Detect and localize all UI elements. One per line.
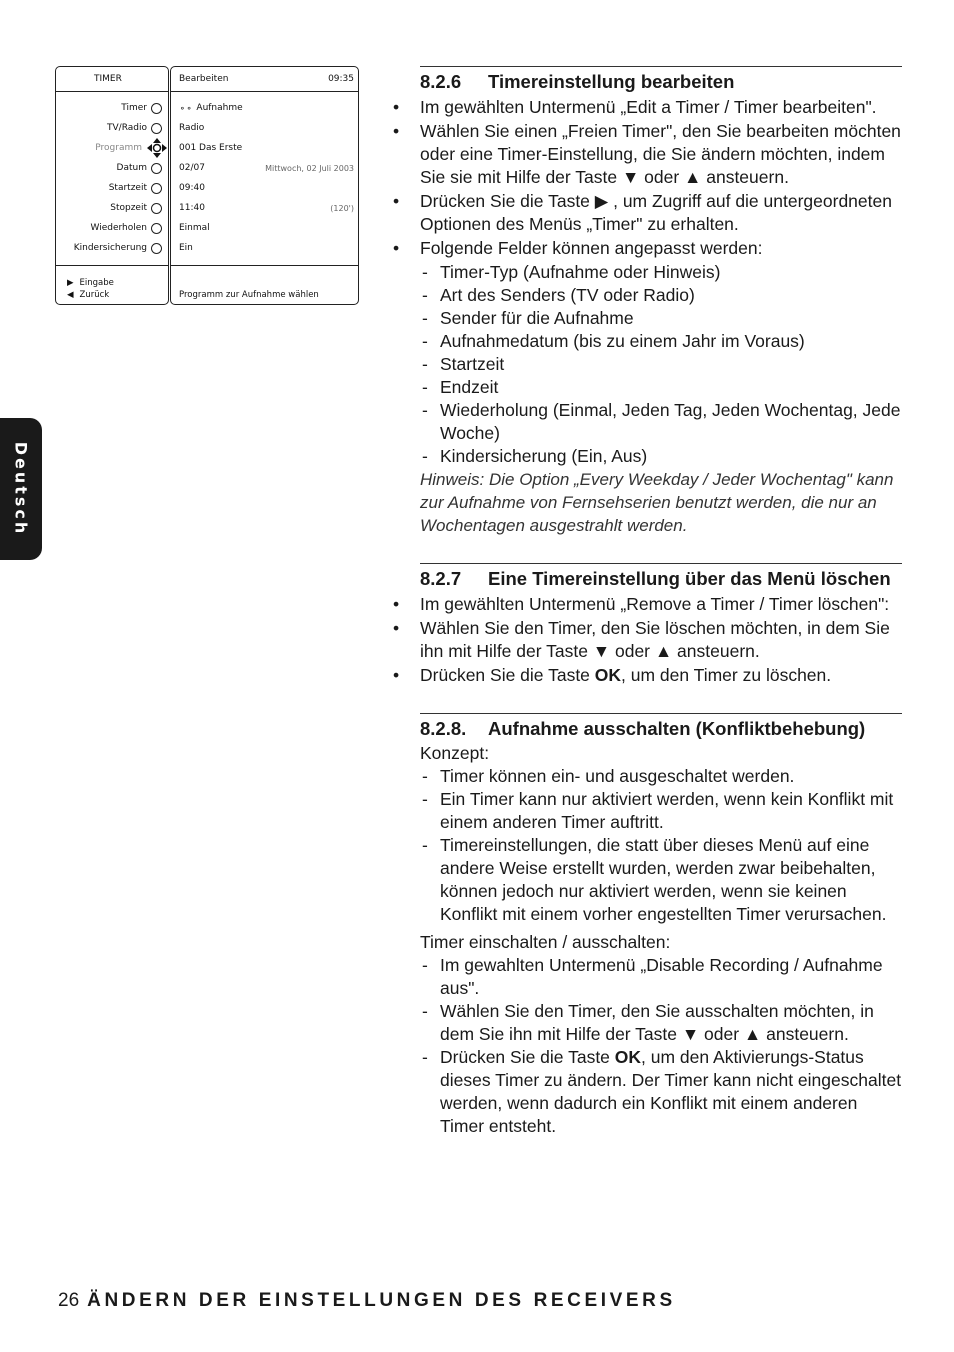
language-tab-label: Deutsch (11, 441, 31, 537)
dash-item: - Ein Timer kann nur aktiviert werden, wenn kein Konflikt mit einem anderen Timer auftritt. (390, 788, 902, 834)
field-value-row (179, 221, 354, 235)
field-value-row (179, 181, 354, 195)
field-value: Aufnahme (196, 103, 243, 113)
section-number: 8.2.8. (420, 718, 467, 739)
field-value-row (179, 121, 354, 135)
field-value: 11:40 (179, 203, 205, 213)
bullet-item: • Im gewählten Untermenü „Edit a Timer / Timer bearbeiten". (390, 96, 902, 119)
radio-circle-icon (151, 223, 162, 234)
arrow-right-icon: ▶ (67, 278, 74, 288)
language-tab (0, 418, 42, 560)
bullet-item: • Folgende Felder können angepasst werden: (390, 237, 902, 260)
field-value-row (179, 101, 354, 115)
menu-left-title: TIMER (94, 74, 122, 84)
field-value-row (179, 161, 354, 175)
field-label-row (117, 161, 162, 175)
dash-item: - Wählen Sie den Timer, den Sie ausschalten möchten, in dem Sie ihn mit Hilfe der Taste ▼ oder ▲ ansteuern. (390, 1000, 902, 1046)
bullet-item: • Drücken Sie die Taste ▶ , um Zugriff auf die untergeordneten Optionen des Menüs „Timer" zu erhalten. (390, 190, 902, 236)
dash-item: - Kindersicherung (Ein, Aus) (390, 445, 902, 468)
dash-item: - Endzeit (390, 376, 902, 399)
section-heading (420, 66, 902, 95)
field-value: Einmal (179, 223, 210, 233)
radio-circle-icon (151, 243, 162, 254)
page-footer (58, 1290, 676, 1312)
section-8-2-6 (390, 66, 902, 537)
field-label: Timer (121, 103, 147, 113)
arrow-left-icon: ◀ (67, 290, 74, 300)
clock-time: 09:35 (328, 74, 354, 84)
text-run: , um den Aktivierungs-Status dieses Timer zu ändern. Der Timer kann nicht eingeschaltet werden, wenn dadurch ein Konflikt mit einem anderen Timer entsteht. (440, 1047, 902, 1136)
section-8-2-7 (390, 563, 902, 687)
field-value: Radio (179, 123, 205, 133)
dash-item: - Timer-Typ (Aufnahme oder Hinweis) (390, 261, 902, 284)
content-column (390, 66, 902, 1138)
section-title: Timereinstellung bearbeiten (488, 71, 735, 92)
section-title: Eine Timereinstellung über das Menü löschen (488, 568, 891, 589)
field-value: 001 Das Erste (179, 143, 243, 153)
radio-circle-icon (151, 183, 162, 194)
radio-circle-icon (151, 203, 162, 214)
dash-item: - Aufnahmedatum (bis zu einem Jahr im Voraus) (390, 330, 902, 353)
text-run: , um den Timer zu löschen. (621, 665, 832, 685)
field-label-row (107, 121, 162, 135)
ok-key-label: OK (614, 1047, 642, 1067)
radio-circle-icon (151, 123, 162, 134)
recording-icon: ⚬⚬ (179, 103, 193, 113)
dash-item: - Timer können ein- und ausgeschaltet werden. (390, 765, 902, 788)
menu-right-footer (171, 265, 358, 304)
menu-left-footer (56, 265, 168, 304)
radio-circle-icon (151, 103, 162, 114)
dash-item: - Im gewahlten Untermenü „Disable Recording / Aufnahme aus". (390, 954, 902, 1000)
chapter-title: ÄNDERN DER EINSTELLUNGEN DES RECEIVERS (87, 1290, 676, 1311)
field-label: Startzeit (108, 183, 147, 193)
field-extra: (120') (330, 203, 354, 213)
field-label-row (74, 241, 162, 255)
field-label: Programm (95, 143, 142, 153)
note-text: Hinweis: Die Option „Every Weekday / Jeder Wochentag" kann zur Aufnahme von Fernsehserien benutzt werden, die nur an Wochentagen ausgestrahlt werden. (420, 470, 894, 535)
field-label: Stopzeit (110, 203, 147, 213)
menu-left-panel (55, 66, 169, 305)
paragraph: Konzept: (420, 743, 490, 763)
timer-menu-screenshot (55, 66, 359, 305)
bullet-item: • Wählen Sie einen „Freien Timer", den Sie bearbeiten möchten oder eine Timer-Einstellung, die Sie ändern möchten, indem Sie sie mit Hilfe der Taste ▼ oder ▲ ansteuern. (390, 120, 902, 189)
section-heading (420, 713, 902, 742)
back-label: Zurück (79, 290, 110, 300)
menu-left-header (56, 67, 168, 92)
menu-right-title: Bearbeiten (179, 74, 229, 84)
field-label: Kindersicherung (73, 243, 147, 253)
field-label-row (91, 221, 162, 235)
dash-item: - Art des Senders (TV oder Radio) (390, 284, 902, 307)
menu-right-header (171, 67, 358, 92)
field-label-row (109, 181, 162, 195)
field-label-row (121, 101, 162, 115)
text-run: Drücken Sie die Taste (440, 1047, 615, 1067)
menu-right-panel (170, 66, 359, 305)
field-value: 02/07 (179, 163, 205, 173)
field-value-row (179, 141, 354, 155)
dash-item: - Sender für die Aufnahme (390, 307, 902, 330)
field-label-row-selected (95, 141, 162, 155)
radio-circle-icon (151, 163, 162, 174)
section-title: Aufnahme ausschalten (Konfliktbehebung) (488, 718, 866, 739)
enter-hint (67, 278, 114, 288)
section-number: 8.2.6 (420, 71, 462, 92)
dash-item: - Wiederholung (Einmal, Jeden Tag, Jeden Wochentag, Jede Woche) (390, 399, 902, 445)
section-heading (420, 563, 902, 592)
field-value: Ein (179, 243, 193, 253)
dash-item (390, 1046, 902, 1138)
text-run: Drücken Sie die Taste (420, 665, 595, 685)
menu-hint: Programm zur Aufnahme wählen (179, 290, 319, 300)
section-8-2-8 (390, 713, 902, 1138)
field-label-row (110, 201, 162, 215)
bullet-item (390, 664, 902, 687)
field-value-row (179, 201, 354, 215)
field-value: 09:40 (179, 183, 205, 193)
field-label: Datum (116, 163, 147, 173)
field-label: TV/Radio (107, 123, 147, 133)
back-hint (67, 290, 109, 300)
ok-key-label: OK (594, 665, 622, 685)
enter-label: Eingabe (79, 278, 114, 288)
field-label: Wiederholen (90, 223, 147, 233)
dash-item: - Timereinstellungen, die statt über dieses Menü auf eine andere Weise erstellt wurden, werden zwar beibehalten, können jedoch nur aktiviert werden, wenn sie keinen Konflikt mit einem vorher engestellten Timer verursachen. (390, 834, 902, 926)
navigation-arrows-icon (146, 137, 168, 159)
paragraph: Timer einschalten / ausschalten: (420, 932, 671, 952)
page-number: 26 (58, 1290, 80, 1311)
bullet-item: • Wählen Sie den Timer, den Sie löschen möchten, in dem Sie ihn mit Hilfe der Taste ▼ oder ▲ ansteuern. (390, 617, 902, 663)
field-extra: Mittwoch, 02 Juli 2003 (265, 163, 354, 173)
section-number: 8.2.7 (420, 568, 462, 589)
dash-item: - Startzeit (390, 353, 902, 376)
field-value-row (179, 241, 354, 255)
bullet-item: • Im gewählten Untermenü „Remove a Timer / Timer löschen": (390, 593, 902, 616)
